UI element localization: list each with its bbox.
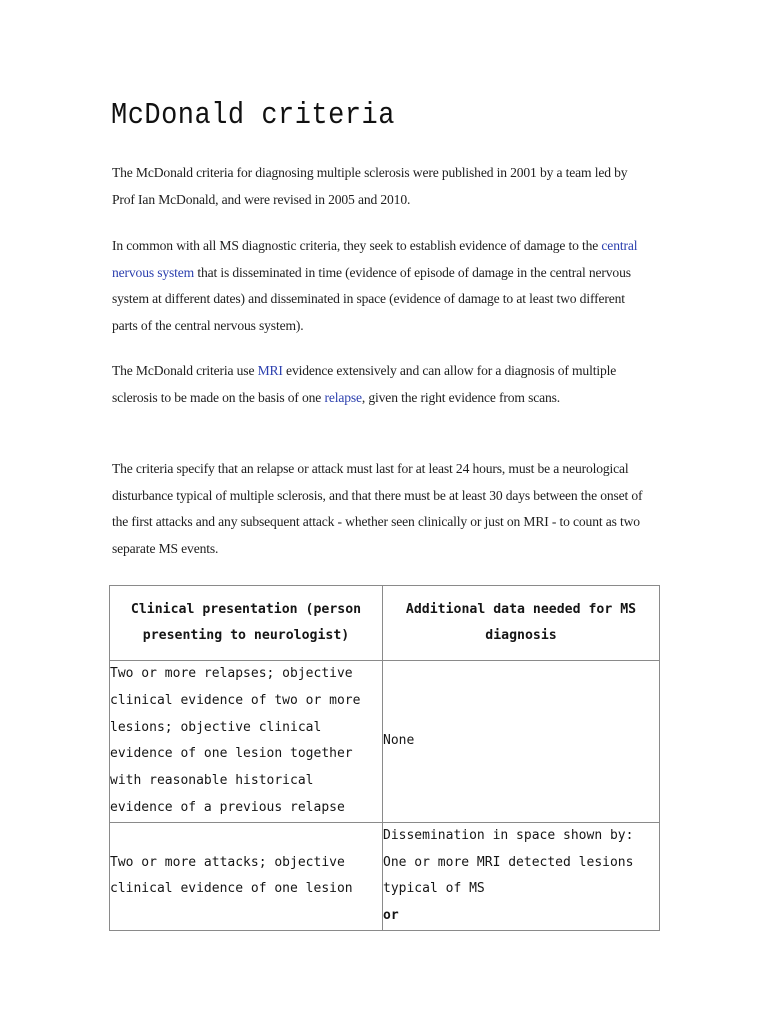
paragraph-text: that is disseminated in time (evidence of episode of damage in the central nervous system at different dates) and disseminated in space (evidence of damage to at least two different parts of the central nervous system). [112, 264, 631, 333]
criteria-table [109, 585, 660, 931]
cell-text-or: or [383, 908, 399, 924]
intro-paragraph: The McDonald criteria for diagnosing multiple sclerosis were published in 2001 by a team led by Prof Ian McDonald, and were revised in 2005 and 2010. [112, 165, 628, 207]
paragraph-text: evidence extensively and can allow for a diagnosis of multiple sclerosis to be made on the basis of one [112, 363, 617, 405]
header-additional-data: Additional data needed for MS diagnosis [383, 586, 660, 661]
table-row [110, 822, 660, 930]
page-title: McDonald criteria [111, 99, 395, 133]
cell-text: Dissemination in space shown by: One or more MRI detected lesions typical of MS [383, 827, 634, 897]
central-nervous-system-link[interactable]: central nervous system [112, 238, 638, 280]
paragraph-text: , given the right evidence from scans. [361, 389, 561, 405]
table-header-row [110, 586, 660, 661]
table-cell-presentation: Two or more relapses; objective clinical evidence of two or more lesions; objective clinical evidence of one lesion together with reasonable historical evidence of a previous relapse [110, 661, 383, 823]
mri-paragraph [112, 358, 652, 411]
relapse-definition-paragraph: The criteria specify that an relapse or attack must last for at least 24 hours, must be a neurological disturbance typical of multiple sclerosis, and that there must be at least 30 days between the onset of the first attacks and any subsequent attack - whether seen clinically or just on MRI - to count as two separate MS events. [112, 461, 643, 556]
paragraph-text: The McDonald criteria use [112, 363, 258, 378]
table-cell-additional [383, 822, 660, 930]
table-row [110, 661, 660, 823]
table-cell-presentation: Two or more attacks; objective clinical evidence of one lesion [110, 822, 383, 930]
table-cell-additional: None [383, 661, 660, 823]
paragraph-text: In common with all MS diagnostic criteria, they seek to establish evidence of damage to the [112, 238, 602, 253]
header-clinical-presentation: Clinical presentation (person presenting to neurologist) [110, 586, 383, 661]
mri-link[interactable]: MRI [257, 363, 283, 378]
criteria-purpose-paragraph [112, 233, 652, 339]
relapse-link[interactable]: relapse [324, 389, 362, 405]
